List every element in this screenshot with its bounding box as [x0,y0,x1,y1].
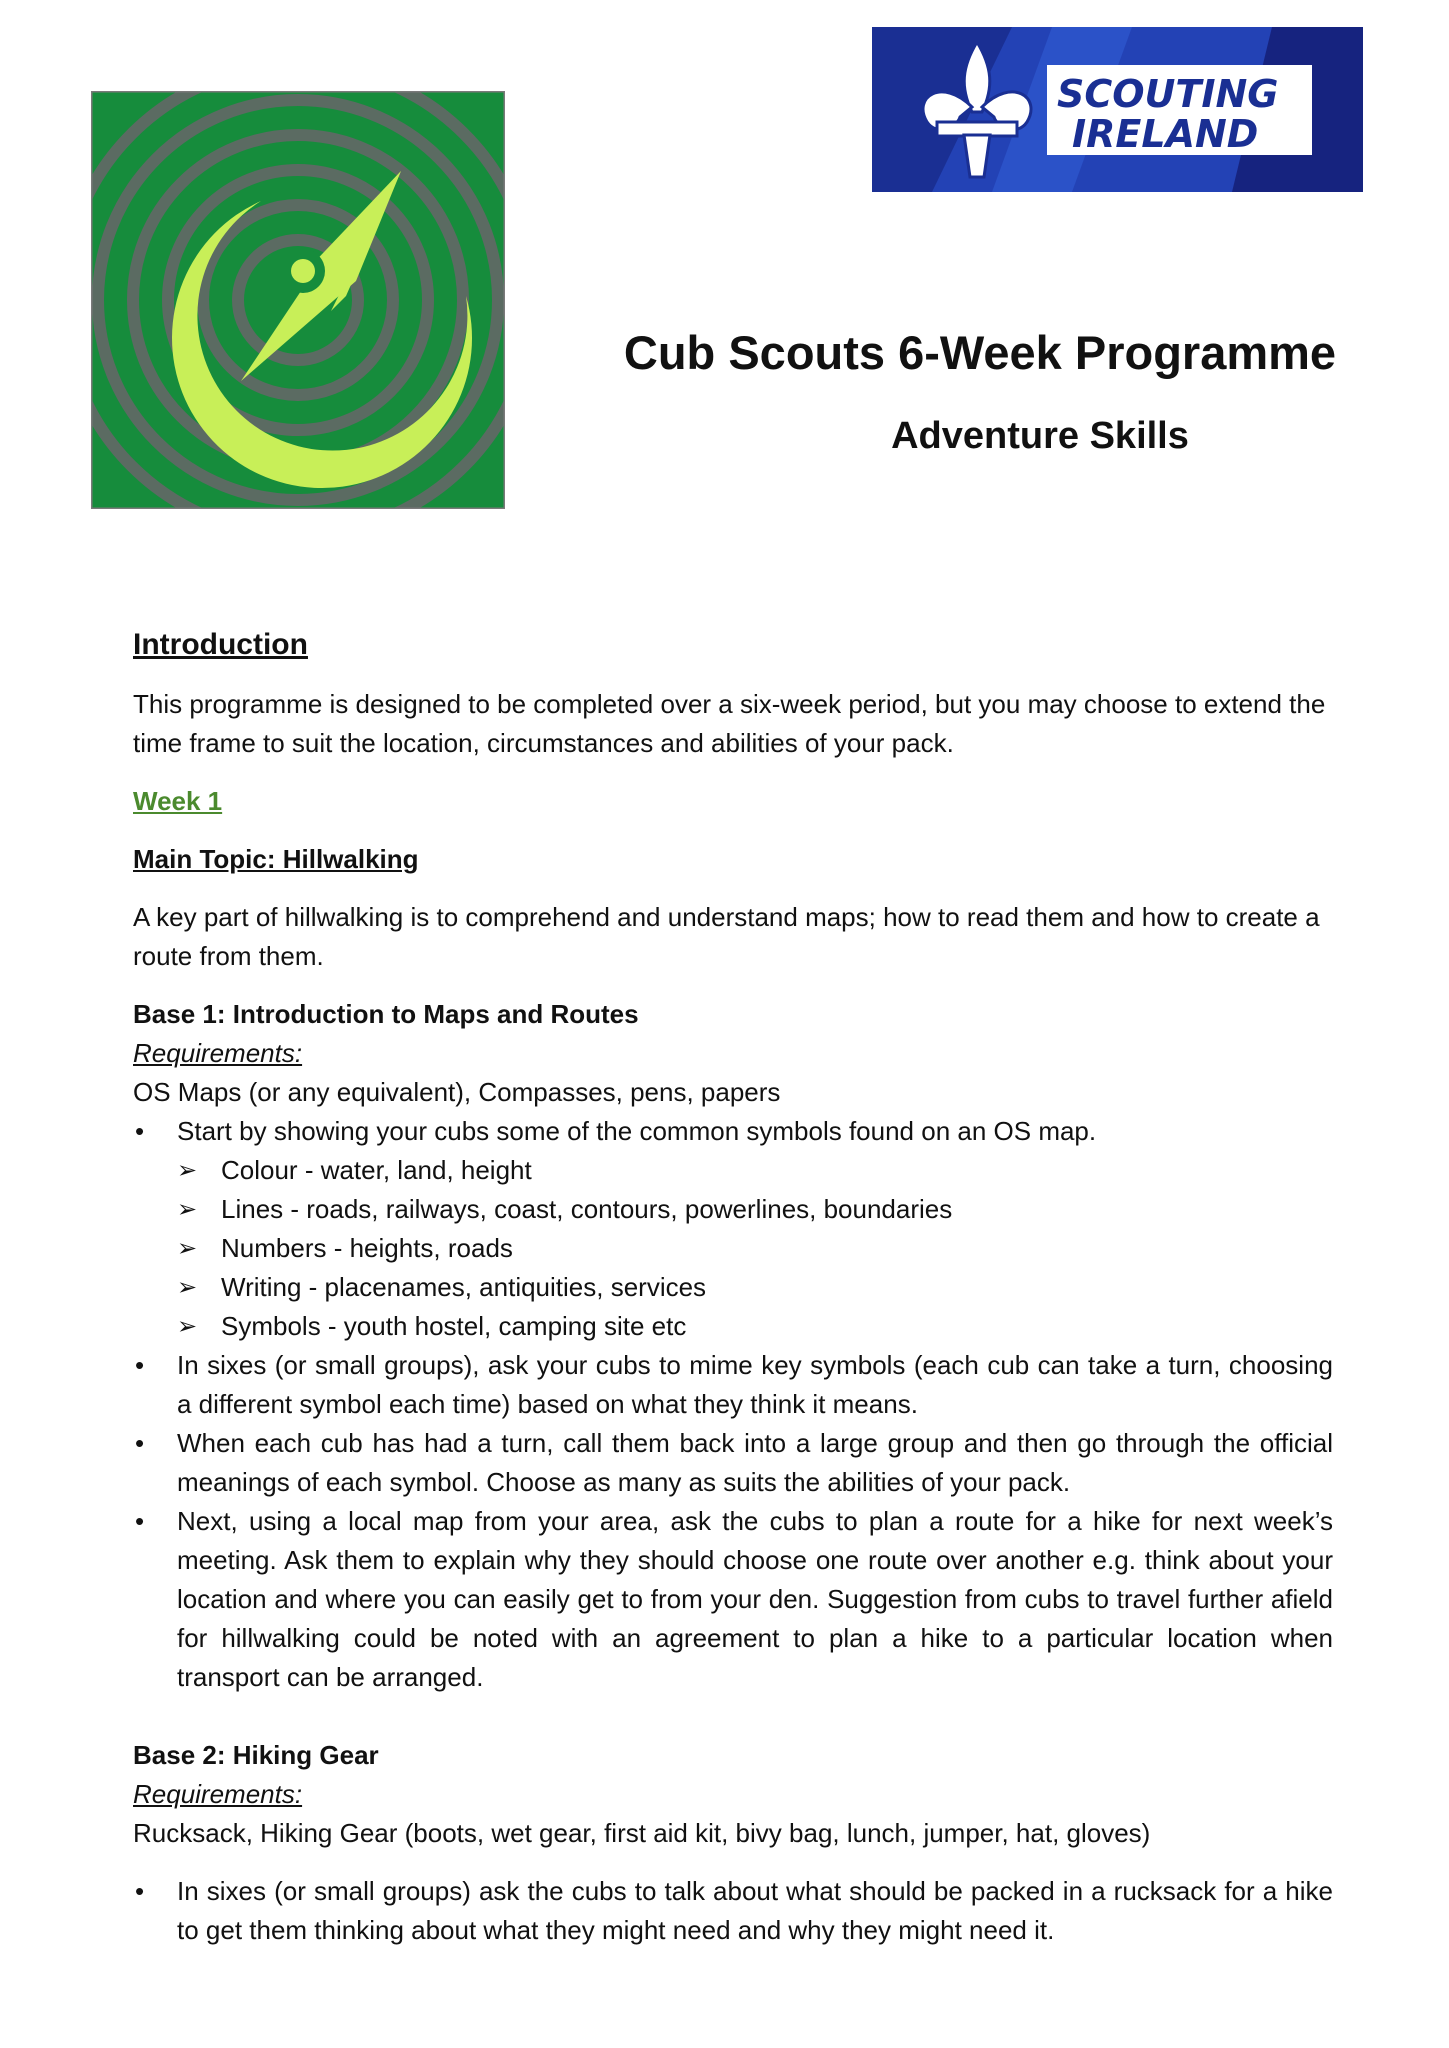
symbol-sublist [177,1151,1333,1346]
list-item [133,1424,1333,1502]
arrow-bullet-icon: ➢ [177,1274,198,1301]
scouting-ireland-graphic [872,27,1363,192]
spacer [133,1697,1333,1736]
compass-logo-graphic [91,91,505,509]
sub-item-text: Colour - water, land, height [221,1155,532,1185]
compass-logo [91,91,505,509]
bullet-icon: • [135,1506,145,1536]
base1-req-label: Requirements: [133,1038,303,1068]
list-item [133,1346,1333,1424]
scouting-line1: SCOUTING [1057,72,1279,116]
base1-title: Base 1: Introduction to Maps and Routes [133,999,639,1029]
arrow-bullet-icon: ➢ [177,1313,198,1340]
bullet-text: In sixes (or small groups), ask your cubs to mime key symbols (each cub can take a turn, choosing a different symbol each time) based on what they think it means. [177,1350,1333,1419]
base1-req-text: OS Maps (or any equivalent), Compasses, pens, papers [133,1077,781,1107]
arrow-bullet-icon: ➢ [177,1157,198,1184]
list-item [177,1307,1333,1346]
list-item [133,1112,1333,1346]
base2-req-text: Rucksack, Hiking Gear (boots, wet gear, first aid kit, bivy bag, lunch, jumper, hat, gloves) [133,1818,1151,1848]
arrow-bullet-icon: ➢ [177,1235,198,1262]
page-title: Cub Scouts 6-Week Programme [623,326,1337,379]
main-topic: Main Topic: Hillwalking [133,844,419,874]
scouting-ireland-logo [872,27,1363,192]
bullet-text: Start by showing your cubs some of the common symbols found on an OS map. [177,1116,1097,1146]
base2-bullets [133,1872,1333,1950]
document-body [133,615,1333,1950]
spacer [133,1853,1333,1872]
bullet-text: Next, using a local map from your area, ask the cubs to plan a route for a hike for next week’s meeting. Ask them to explain why they should choose one route over another e.g. think about your location and where you can easily get to from your den. Suggestion from cubs to travel further afield for hillwalking could be noted with an agreement to plan a hike to a particular location when transport can be arranged. [177,1506,1333,1692]
page-subtitle: Adventure Skills [891,415,1189,457]
bullet-icon: • [135,1350,145,1380]
sub-item-text: Numbers - heights, roads [221,1233,513,1263]
list-item [133,1872,1333,1950]
week-label: Week 1 [133,786,223,816]
intro-heading: Introduction [133,628,308,661]
bullet-text: When each cub has had a turn, call them back into a large group and then go through the official meanings of each symbol. Choose as many as suits the abilities of your pack. [177,1428,1333,1497]
base2-title: Base 2: Hiking Gear [133,1740,379,1770]
base2-req-label: Requirements: [133,1779,303,1809]
list-item [177,1190,1333,1229]
sub-item-text: Lines - roads, railways, coast, contours, powerlines, boundaries [221,1194,953,1224]
bullet-icon: • [135,1116,145,1146]
bullet-text: In sixes (or small groups) ask the cubs to talk about what should be packed in a rucksack for a hike to get them thinking about what they might need and why they might need it. [177,1876,1333,1945]
list-item [177,1151,1333,1190]
scouting-line2: IRELAND [1072,112,1259,156]
topic-text: A key part of hillwalking is to comprehend and understand maps; how to read them and how to create a route from them. [133,902,1320,971]
list-item [177,1268,1333,1307]
list-item [177,1229,1333,1268]
base1-bullets [133,1112,1333,1697]
arrow-bullet-icon: ➢ [177,1196,198,1223]
intro-text: This programme is designed to be completed over a six-week period, but you may choose to extend the time frame to suit the location, circumstances and abilities of your pack. [133,689,1326,758]
sub-item-text: Writing - placenames, antiquities, services [221,1272,707,1302]
bullet-icon: • [135,1876,145,1906]
list-item [133,1502,1333,1697]
sub-item-text: Symbols - youth hostel, camping site etc [221,1311,687,1341]
bullet-icon: • [135,1428,145,1458]
